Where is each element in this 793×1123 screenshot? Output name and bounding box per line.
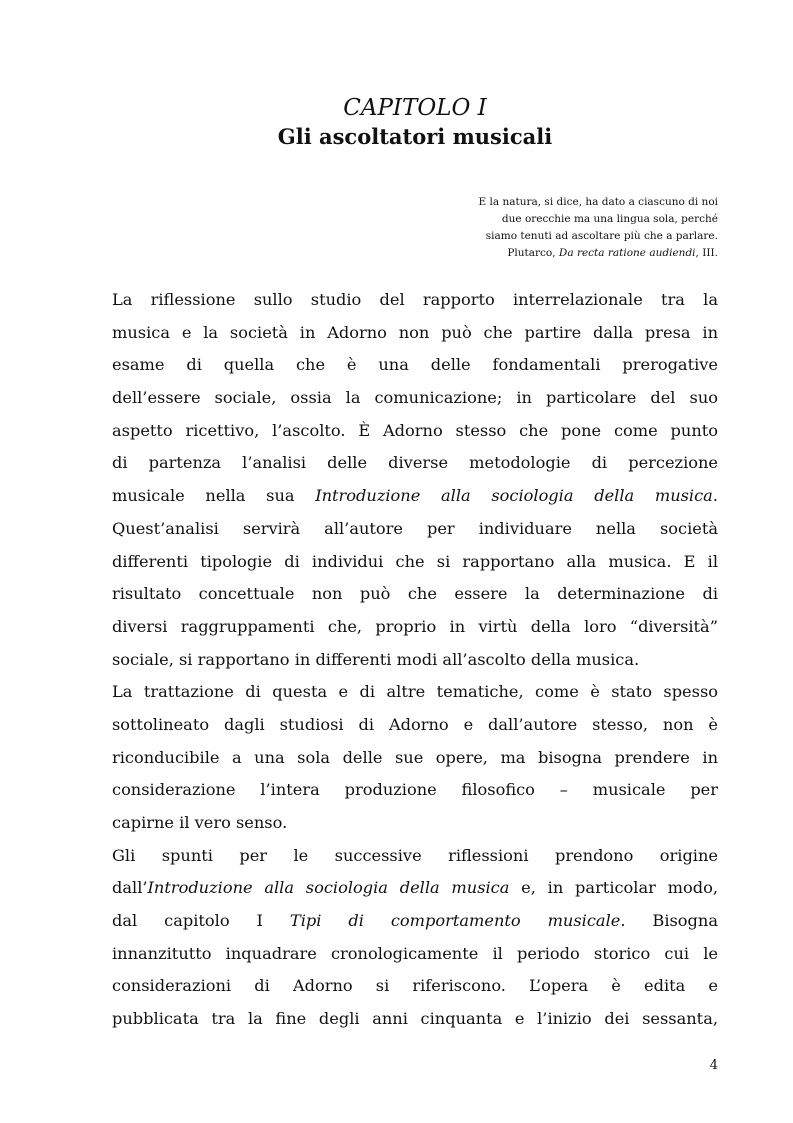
epigraph [388, 194, 718, 262]
body-line: La trattazione di questa e di altre tematiche, come è stato spesso [112, 682, 718, 702]
body-line: risultato concettuale non può che essere la determinazione di [112, 584, 718, 604]
body-line: dell’essere sociale, ossia la comunicazione; in particolare del suo [112, 388, 718, 408]
body-line-text: . Bisogna [620, 911, 718, 931]
body-line: musica e la società in Adorno non può che partire dalla presa in [112, 322, 718, 342]
body-line [112, 480, 718, 513]
body-line: considerazioni di Adorno si riferiscono. L’opera è edita e [112, 976, 718, 996]
body-line-text: musicale nella sua [112, 486, 316, 506]
epigraph-line: siamo tenuti ad ascoltare più che a parlare. [485, 230, 718, 242]
body-line: Gli spunti per le successive riflessioni prendono origine [112, 845, 718, 865]
epigraph-line: due orecchie ma una lingua sola, perché [501, 213, 718, 225]
body-line-text: e, in particolar modo, [509, 878, 718, 898]
body-line: differenti tipologie di individui che si rapportano alla musica. E il [112, 551, 718, 571]
body-line: esame di quella che è una delle fondamentali prerogative [112, 355, 718, 375]
epigraph-attribution [388, 245, 718, 262]
body-line: innanzitutto inquadrare cronologicamente il periodo storico cui le [112, 943, 718, 963]
body-line: sottolineato dagli studiosi di Adorno e dall’autore stesso, non è [112, 714, 718, 734]
body-text [112, 284, 718, 1036]
body-line-text: dal capitolo I [112, 911, 290, 931]
body-line: Quest’analisi servirà all’autore per individuare nella società [112, 518, 718, 538]
chapter-title: Gli ascoltatori musicali [277, 124, 553, 149]
body-line [112, 872, 718, 905]
body-line: riconducibile a una sola delle sue opere, ma bisogna prendere in [112, 747, 718, 767]
body-line: diversi raggruppamenti che, proprio in virtù della loro “diversità” [112, 616, 718, 636]
body-line: pubblicata tra la fine degli anni cinquanta e l’inizio dei sessanta, [112, 1009, 718, 1029]
body-line-text: . [712, 486, 718, 506]
body-line [112, 905, 718, 938]
epigraph-work-title: Da recta ratione audiendi [558, 247, 696, 259]
body-line: sociale, si rapportano in differenti modi all’ascolto della musica. [112, 649, 640, 669]
epigraph-line: E la natura, si dice, ha dato a ciascuno di noi [478, 196, 718, 208]
chapter-number: CAPITOLO I [343, 95, 487, 121]
body-line: considerazione l’intera produzione filosofico – musicale per [112, 780, 718, 800]
epigraph-author: Plutarco, [507, 247, 559, 259]
work-title: Introduzione alla sociologia della musica [147, 878, 510, 898]
body-line: aspetto ricettivo, l’ascolto. È Adorno stesso che pone come punto [112, 420, 718, 440]
body-line: capirne il vero senso. [112, 813, 288, 832]
work-title: Introduzione alla sociologia della musica [315, 486, 713, 506]
body-line: La riflessione sullo studio del rapporto interrelazionale tra la [112, 290, 718, 309]
page-number: 4 [709, 1058, 718, 1073]
work-title: Tipi di comportamento musicale [289, 911, 621, 931]
body-line-text: dall’ [112, 878, 148, 898]
body-line: di partenza l’analisi delle diverse metodologie di percezione [112, 453, 718, 473]
epigraph-reference: , III. [695, 247, 718, 259]
